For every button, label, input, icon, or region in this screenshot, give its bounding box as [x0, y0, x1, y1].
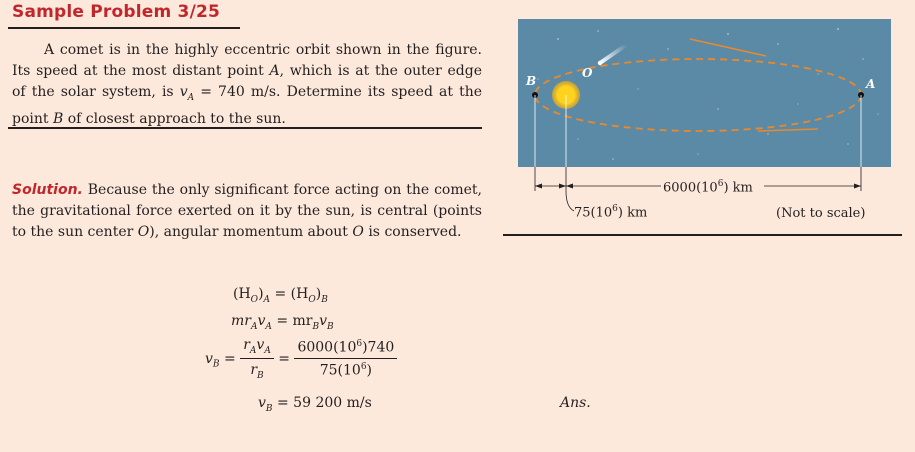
velocity-symbol: v	[179, 84, 188, 100]
sun-center-ref: O	[137, 224, 150, 240]
problem-divider	[8, 127, 482, 129]
dimension-label-6000: $6000(10^6)$ km	[663, 179, 753, 196]
sample-problem-title: Sample Problem 3/25	[12, 2, 221, 22]
velocity-subscript: A	[187, 92, 195, 103]
solution-label: Solution.	[12, 182, 83, 198]
equation-result: $v_B = 59$ 200 m/s	[258, 395, 372, 414]
fraction-symbolic: $\frac{r_Av_A}{r_B}$	[240, 337, 274, 381]
comet-head	[598, 61, 602, 65]
equation-solve-vb: $v_B$ = $\frac{r_Av_A}{r_B}$ = $\frac{6000(10^6)740}{75(10^6)}$	[205, 337, 397, 381]
solution-text-3: is conserved.	[363, 224, 462, 240]
problem-statement	[12, 40, 482, 130]
title-underline	[8, 27, 240, 29]
not-to-scale-note: (Not to scale)	[776, 206, 866, 221]
fraction-numeric: $\frac{6000(10^6)740}{75(10^6)}$	[294, 339, 397, 378]
solution-paragraph	[12, 180, 482, 243]
point-a-ref: A	[269, 63, 280, 79]
figure-divider	[503, 234, 902, 236]
label-b: B	[526, 74, 537, 88]
equation-angular-momentum: $(H_O)_A = (H_O)_B$	[233, 286, 328, 305]
solution-text-1: Because the only significant force acting on the comet, the gravitational force exerted on it by the sun, is central (points to the sun center	[12, 182, 482, 240]
dimension-label-75: $75(10^6)$ km	[574, 204, 648, 221]
solution-text-2: ), angular momentum about	[149, 224, 353, 240]
label-o: O	[582, 66, 593, 80]
label-a: A	[866, 77, 876, 91]
equation-momentum-expanded: $mr_Av_A = mr_Bv_B$	[231, 313, 334, 332]
point-b-ref: B	[52, 110, 64, 127]
sun-center-ref-2: O	[352, 224, 364, 240]
problem-text-1: A comet is in the highly eccentric orbit shown in the figure. Its speed at the most distant point	[12, 42, 482, 79]
problem-text-2: , which is at the outer edge of the solar system, is	[12, 63, 483, 100]
comet-orbit-figure	[518, 19, 891, 167]
problem-text-3: = 740 m/s. Determine its speed at the point	[12, 84, 483, 127]
answer-label: Ans.	[560, 395, 591, 411]
problem-text-4: of closest approach to the sun.	[63, 110, 286, 127]
